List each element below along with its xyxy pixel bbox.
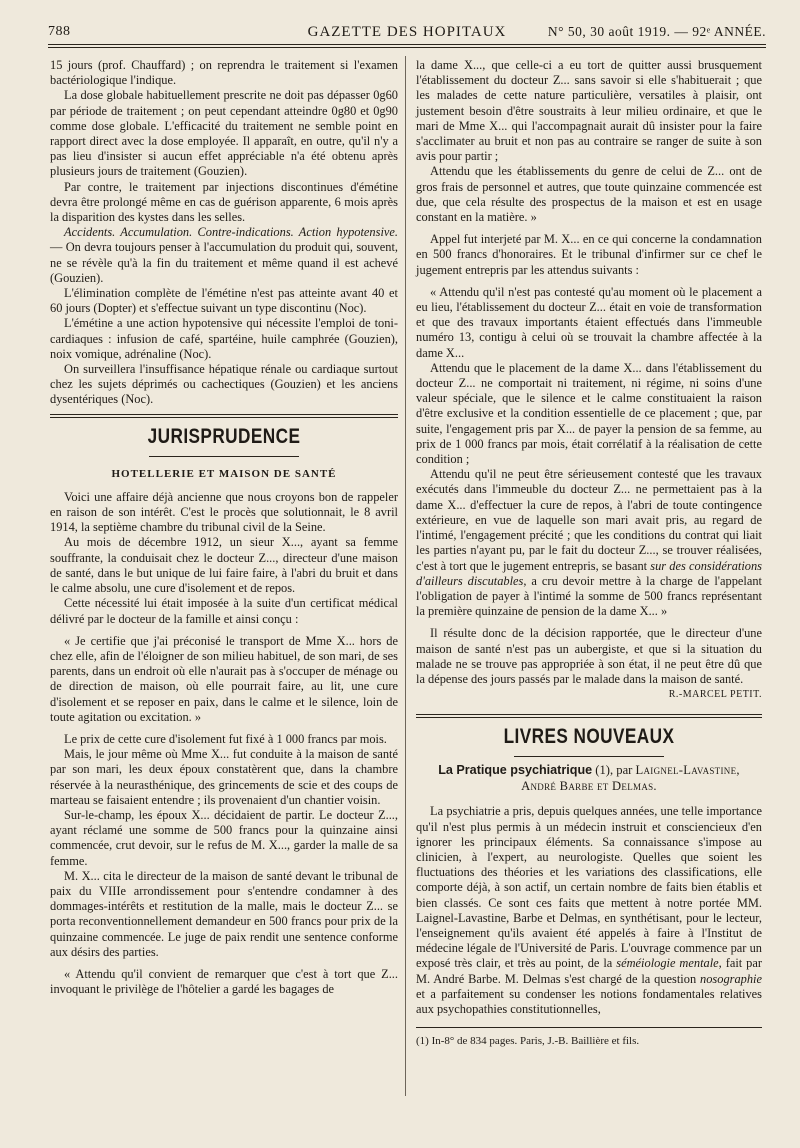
- running-head: [48, 24, 766, 44]
- sub-rule: [514, 756, 664, 757]
- paragraph-text: Attendu qu'il ne peut être sérieusement contesté que les travaux exécutés dans l'immeuble du docteur Z... ne permettaient pas à la dame X... d'effectuer la cure de repos, à l'abri de toute contingence extérieure, en vue de laquelle son mari avait pris, au regard de l'intimé, l'engagement précité ; que les conditions du contrat qui liait les parties n'ayant pu, par le fait du docteur Z..., se trouver réalisées, c'est à tort que le jugement entrepris, se basant: [416, 467, 762, 573]
- header-rule: [48, 44, 766, 48]
- paragraph-text: et a parfaitement su condenser les notions fondamentales relatives aux psychopathies constitutionnelles,: [416, 986, 762, 1016]
- column-separator: [405, 56, 406, 1096]
- paragraph-text: , fait par M. André Barbe. M. Delmas s'est chargé de la question: [416, 956, 763, 986]
- paragraph: L'émétine a une action hypotensive qui nécessite l'emploi de toni-cardiaques : infusion de café, spartéine, huile camphrée (Gouzien), noix vomique, adrénaline (Noc).: [50, 316, 398, 361]
- paragraph: Par contre, le traitement par injections discontinues d'émétine devra être prolongé même en cas de guérison apparente, 6 mois après la disparition des kystes dans les selles.: [50, 179, 398, 225]
- subsection-title: HOTELLERIE ET MAISON DE SANTÉ: [111, 467, 337, 480]
- left-column: [50, 58, 398, 997]
- section-title-livres: LIVRES NOUVEAUX: [503, 725, 675, 749]
- book-note: (1), par: [592, 763, 636, 778]
- paragraph: [416, 804, 762, 1017]
- paragraph: Au mois de décembre 1912, un sieur X..., ayant sa femme souffrante, la conduisait chez le docteur Z..., directeur d'une maison de santé, dans le but unique de lui faire faire, à l'abri du bruit et dans le calme absolu, une cure d'isolement et de repos.: [50, 535, 398, 596]
- book-title-line: [416, 763, 762, 794]
- paragraph: La dose globale habituellement prescrite ne doit pas dépasser 0g60 par période de traitement ; on peut cependant atteindre 0g80 et 0g90 comme dose globale. L'efficacité du traitement ne semble point en rapport direct avec la dose employée. Il apparaît, en outre, qu'il n'y a pas lieu d'insister si aucun effet appréciable n'a été obtenu après plusieurs jours de traitement (Gouzien).: [50, 88, 398, 179]
- italic-phrase: séméiologie mentale: [616, 956, 719, 971]
- paragraph: Mais, le jour même où Mme X... fut conduite à la maison de santé par son mari, les deux époux constatèrent que, dans la chambre réservée à la neurasthénique, des grincements de scie et des coups de marteau se faisaient entendre ; ils provenaient d'un chantier voisin.: [50, 747, 398, 807]
- sub-rule: [149, 456, 299, 457]
- paragraph: Le prix de cette cure d'isolement fut fixé à 1 000 francs par mois.: [64, 731, 387, 746]
- section-title-jurisprudence: JURISPRUDENCE: [147, 424, 301, 448]
- paragraph: [416, 467, 762, 619]
- footnote: (1) In-8° de 834 pages. Paris, J.-B. Baillière et fils.: [416, 1035, 640, 1048]
- book-title: La Pratique psychiatrique: [438, 763, 593, 778]
- paragraph: Appel fut interjeté par M. X... en ce qui concerne la condamnation en 500 francs d'honoraires. Et le tribunal d'infirmer sur ce chef le jugement entrepris par les attendus suivants :: [416, 232, 762, 277]
- paragraph-text: — On devra toujours penser à l'accumulation du produit qui, souvent, ne se révèle qu'à la fin du traitement et même quand il est achevé (Gouzien).: [50, 240, 398, 285]
- footnote-rule: [416, 1027, 762, 1028]
- italic-phrase: nosographie: [700, 971, 762, 986]
- paragraph: Il résulte donc de la décision rapportée, que le directeur d'une maison de santé n'est pas un aubergiste, et que si la situation du malade ne se trouve pas appropriée à son état, il ne peut être dû que la dépense des jours passés par le malade dans la maison de santé.: [416, 626, 762, 686]
- page-number: 788: [48, 24, 71, 39]
- right-column: [416, 58, 762, 1049]
- paragraph: 15 jours (prof. Chauffard) ; on reprendra le traitement si l'examen bactériologique l'indique.: [50, 58, 398, 88]
- paragraph: [50, 225, 398, 286]
- issue-info: N° 50, 30 août 1919. — 92ᵉ ANNÉE.: [547, 24, 766, 39]
- paragraph: la dame X..., que celle-ci a eu tort de quitter aussi brusquement l'établissement du docteur Z... sans savoir si elle s'habituerait ; que les malades de cette nature particulière, versatiles à plaisir, ont justement besoin d'être soustraits à leur milieu ordinaire, et que le mari de Mme X... qui l'accompagnait aurait dû insister pour la faire s'acclimater au bruit et non pas au contraire se ranger de suite à son avis pour partir ;: [416, 58, 762, 164]
- paragraph-text: La psychiatrie a pris, depuis quelques années, une telle importance qu'il n'est plus permis à un médecin instruit et consciencieux d'en ignorer les principaux éléments. Sa connaissance s'impose au clinicien, à l'expert, au neurologiste. Quelles que soient les fluctuations des théories et les variations des classifications, elle comporte déjà, à son actif, un certain nombre de faits bien établis et bien classés. Ce sont ces faits que mettent à notre portée MM. Laignel-Lavastine, Barbe et Delmas, en synthétisant, pour le lecteur, l'enseignement qu'ils avaient été appelés à faire à l'Institut de médecine légale de l'Université de Paris. L'ouvrage commence par un exposé très clair, et très au point, de la: [416, 804, 762, 971]
- journal-title: GAZETTE DES HOPITAUX: [307, 24, 507, 40]
- paragraph: M. X... cita le directeur de la maison de santé devant le tribunal de paix du VIIIe arrondissement pour s'entendre condamner à des dommages-intérêts et restitution de la malle, mais le docteur Z... se porta reconventionnellement demandeur en 500 francs pour prix de la quinzaine commencée. Le juge de paix rendit une sentence conforme aux désirs des parties.: [50, 868, 398, 959]
- paragraph: L'élimination complète de l'émétine n'est pas atteinte avant 40 et 60 jours (Dopter) et s'effectue suivant un type discontinu (Noc).: [50, 286, 398, 316]
- section-rule: [416, 714, 762, 718]
- paragraph: Voici une affaire déjà ancienne que nous croyons bon de rappeler en raison de son intérêt. C'est le procès que solutionnait, le 8 avril 1914, la septième chambre du tribunal civil de la Seine.: [50, 489, 398, 535]
- book-authors: André Barbe et Delmas.: [521, 778, 657, 793]
- paragraph: On surveillera l'insuffisance hépatique rénale ou cardiaque surtout chez les sujets déprimés ou cachectiques (Gouzien) et les anciens dysentériques (Noc).: [50, 362, 398, 407]
- quotation: « Attendu qu'il n'est pas contesté qu'au moment où le placement a eu lieu, l'établissement du docteur Z... était en voie de transformation et que des travaux importants étaient effectués dans l'immeuble numéro 13, contigu à celui où se trouvait la chambre affectée à la dame X...: [416, 284, 762, 360]
- paragraph: Sur-le-champ, les époux X... décidaient de partir. Le docteur Z..., ayant réclamé une somme de 500 francs pour la quinzaine ainsi commencée, crut devoir, sur le refus de M. X..., garder la malle de sa femme.: [50, 807, 398, 868]
- paragraph-text: , a cru devoir mettre à la charge de l'appelant l'obligation de payer à l'intimé la somme de 500 francs représentant la première quinzaine de pension de la dame X... »: [416, 573, 762, 619]
- paragraph: Attendu que le placement de la dame X... dans l'établissement du docteur Z... ne comportait ni traitement, ni régime, ni soins d'une valeur spéciale, que le silence et le calme constituaient la raison d'être exclusive et la condition essentielle de ce placement ; que, par suite, l'engagement pris par X... de payer la pension de sa femme, au prix de 1 000 francs par mois, était corrélatif à la réalisation de cette condition ;: [416, 360, 762, 467]
- paragraph-heading-italic: Accidents. Accumulation. Contre-indications. Action hypotensive.: [64, 225, 398, 240]
- quotation: « Je certifie que j'ai préconisé le transport de Mme X... hors de chez elle, afin de l'éloigner de son milieu habituel, de son mari, de ses parents, dans un endroit où elle n'aurait pas à s'occuper de ménage ou de direction de maison, où elle pourrait faire, au lit, une cure d'isolement et se reposer en paix, dans le calme et le silence, loin de toute agitation ou excitation. »: [50, 633, 398, 724]
- section-rule: [50, 414, 398, 418]
- paragraph: Attendu que les établissements du genre de celui de Z... ont de gros frais de personnel et autres, que toute quinzaine commencée est due, que cela résulte des prospectus de la maison et est en usage constant en la matière. »: [416, 164, 762, 225]
- quotation: « Attendu qu'il convient de remarquer que c'est à tort que Z... invoquant le privilège de l'hôtelier a gardé les bagages de: [50, 966, 398, 997]
- paragraph: Cette nécessité lui était imposée à la suite d'un certificat médical délivré par le docteur de la famille et ainsi conçu :: [50, 596, 398, 626]
- author-signature: R.-MARCEL PETIT.: [668, 689, 762, 701]
- italic-phrase: sur des considérations d'ailleurs discutables: [416, 558, 762, 588]
- book-authors: Laignel-Lavastine,: [635, 763, 740, 778]
